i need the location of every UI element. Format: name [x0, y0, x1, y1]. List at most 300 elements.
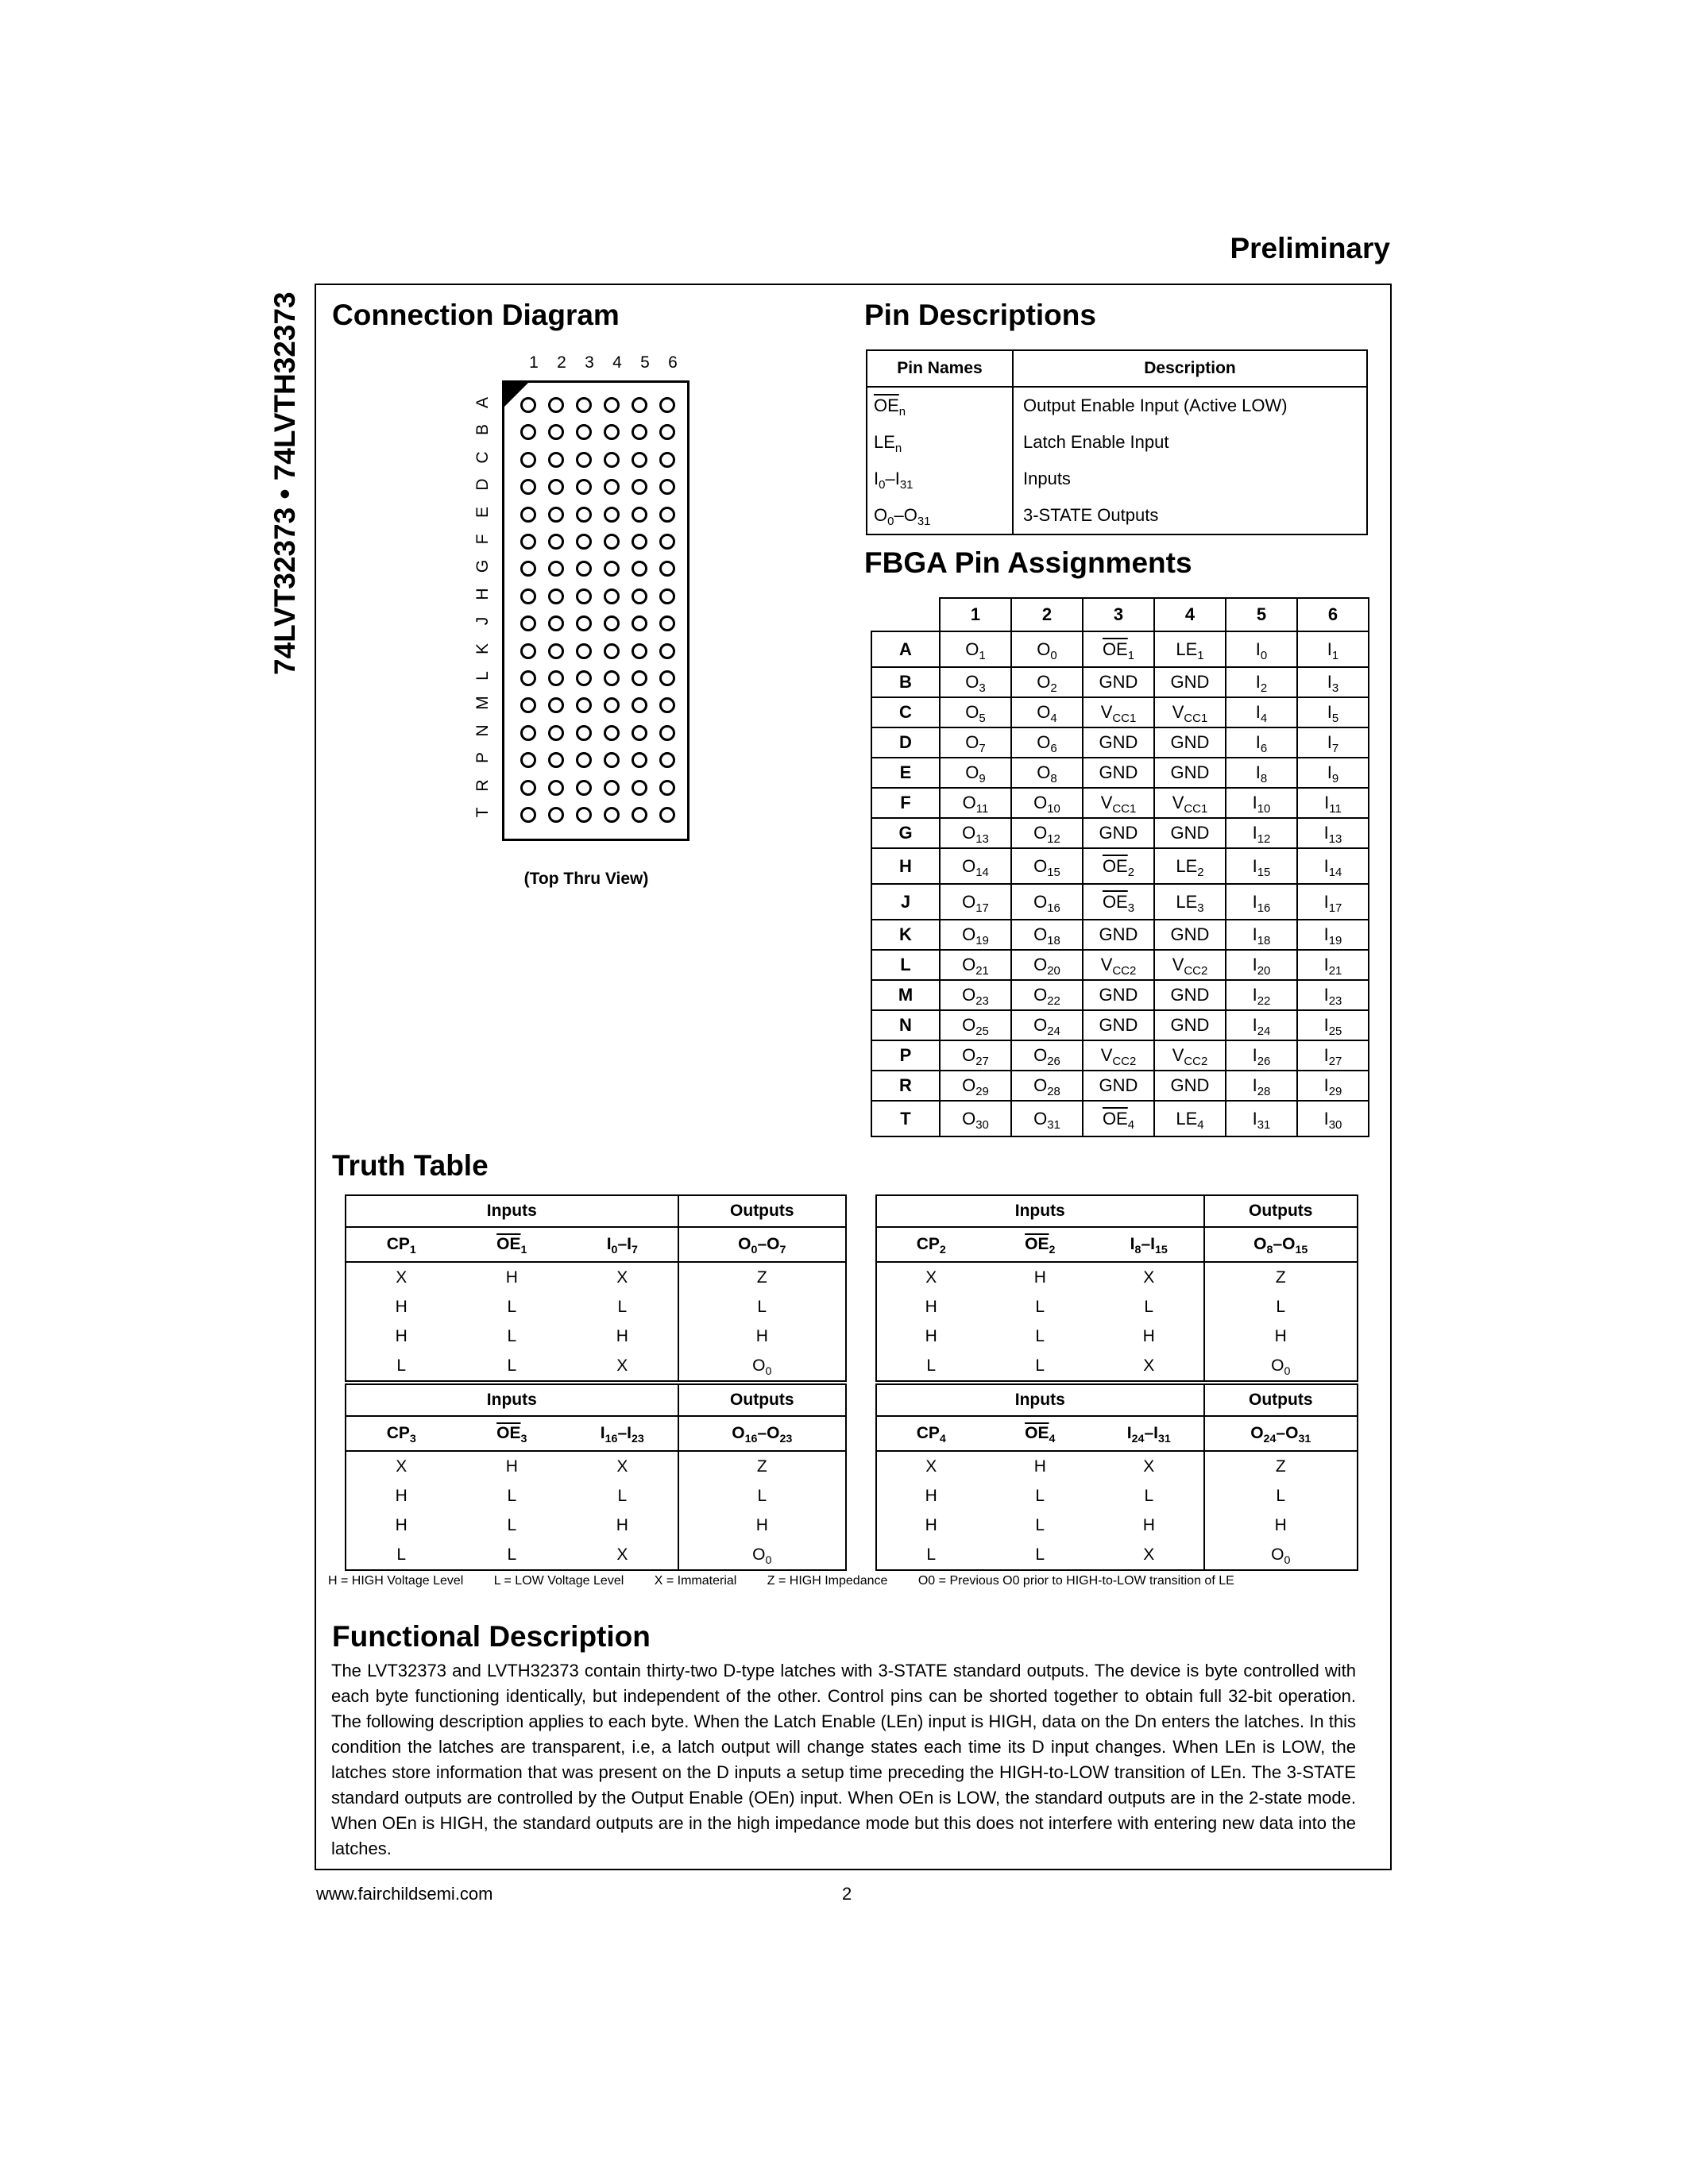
fbga-cell — [940, 980, 1011, 1010]
symbol-text: O — [962, 823, 976, 843]
fbga-cell — [1011, 697, 1083, 727]
solder-ball — [576, 397, 592, 413]
symbol-text: O — [1033, 924, 1048, 944]
row-letter: L — [473, 671, 492, 681]
symbol-text: GND — [1099, 732, 1138, 752]
truth-table-group-header — [346, 1384, 846, 1416]
truth-cell: X — [925, 1268, 937, 1287]
fbga-cell — [1297, 884, 1369, 920]
fbga-cell — [940, 727, 1011, 758]
symbol-text: O — [1037, 762, 1051, 782]
truth-table-row — [876, 1322, 1358, 1351]
solder-ball — [604, 479, 620, 495]
row-letter: E — [473, 506, 492, 518]
fbga-row — [871, 848, 1369, 884]
outputs-header: Outputs — [678, 1384, 846, 1416]
solder-ball — [659, 534, 675, 550]
symbol-text: $\overline{OE}$ — [1102, 855, 1128, 876]
symbol-text: O — [962, 793, 976, 812]
data-input-header — [1095, 1416, 1204, 1451]
fbga-cell — [940, 1010, 1011, 1040]
fbga-row — [871, 980, 1369, 1010]
symbol-text: LE — [1176, 1108, 1198, 1129]
symbol-text: I — [600, 1424, 605, 1442]
truth-cell: X — [1143, 1268, 1155, 1287]
truth-cell: H — [925, 1486, 937, 1505]
oe-header — [457, 1416, 568, 1451]
truth-output-cell — [1204, 1292, 1358, 1322]
row-letter: R — [473, 779, 492, 792]
symbol-text: I — [1252, 955, 1257, 974]
fbga-cell — [1083, 848, 1154, 884]
solder-ball — [632, 807, 647, 823]
symbol-text: –I — [885, 469, 900, 488]
symbol-subscript: 18 — [1257, 934, 1271, 948]
symbol-text: $\overline{OE}$ — [1025, 1235, 1049, 1253]
truth-output-cell — [678, 1292, 846, 1322]
fbga-row-label: T — [871, 1101, 940, 1136]
symbol-subscript: 0 — [1284, 1364, 1291, 1378]
solder-ball — [604, 725, 620, 741]
fbga-cell — [1226, 950, 1297, 980]
symbol-text: O — [1033, 985, 1048, 1005]
fbga-cell — [1154, 950, 1226, 980]
fbga-column-header: 4 — [1154, 598, 1226, 631]
symbol-text: GND — [1099, 762, 1138, 782]
solder-ball — [632, 752, 647, 768]
fbga-row-label: N — [871, 1010, 940, 1040]
page-number: 2 — [842, 1884, 852, 1904]
truth-table-group-header — [346, 1195, 846, 1227]
symbol-text: –O — [1276, 1424, 1299, 1442]
solder-ball — [576, 670, 592, 686]
symbol-text: –O — [894, 505, 917, 525]
fbga-cell — [1083, 980, 1154, 1010]
pin-description-row — [867, 387, 1367, 424]
symbol-text: I — [1323, 823, 1329, 843]
fbga-column-header: 2 — [1011, 598, 1083, 631]
solder-ball — [520, 670, 536, 686]
symbol-subscript: 4 — [1127, 1117, 1135, 1132]
symbol-subscript: 20 — [1257, 964, 1271, 978]
truth-cell: X — [396, 1457, 408, 1476]
symbol-subscript: 16 — [744, 1432, 758, 1445]
fbga-cell — [1297, 758, 1369, 788]
truth-cell: H — [395, 1326, 408, 1345]
symbol-text: I — [1252, 855, 1257, 876]
connection-diagram-title: Connection Diagram — [332, 299, 620, 331]
solder-ball — [659, 397, 675, 413]
fbga-cell — [1011, 1071, 1083, 1101]
symbol-subscript: 27 — [975, 1055, 989, 1069]
symbol-text: GND — [1170, 672, 1210, 692]
fbga-cell — [1226, 980, 1297, 1010]
solder-ball — [576, 507, 592, 523]
fbga-cell — [1297, 848, 1369, 884]
truth-table-row — [346, 1481, 846, 1511]
truth-cell: H — [925, 1326, 937, 1345]
symbol-text: I — [1255, 702, 1261, 722]
symbol-text: V — [1172, 1045, 1184, 1065]
output-header — [1204, 1227, 1358, 1262]
symbol-text: I — [1323, 955, 1329, 974]
symbol-text: L — [1276, 1486, 1286, 1505]
fbga-cell — [1154, 667, 1226, 697]
inputs-header: Inputs — [876, 1195, 1204, 1227]
symbol-text: O — [1037, 702, 1051, 722]
pin-description-row — [867, 424, 1367, 461]
truth-cell: H — [925, 1297, 937, 1316]
symbol-text: I — [1252, 1075, 1257, 1095]
symbol-subscript: 7 — [631, 1243, 638, 1256]
symbol-text: H — [1274, 1515, 1287, 1534]
truth-table-column-header — [876, 1416, 1358, 1451]
fbga-cell — [1083, 631, 1154, 667]
truth-cell: L — [617, 1486, 628, 1505]
fbga-cell — [1154, 884, 1226, 920]
symbol-text: O — [965, 732, 979, 752]
solder-ball — [548, 807, 564, 823]
fbga-row-label: H — [871, 848, 940, 884]
solder-ball — [604, 807, 620, 823]
symbol-subscript: 3 — [979, 681, 986, 696]
pin-description: Inputs — [1013, 461, 1367, 497]
symbol-subscript: 12 — [1257, 832, 1271, 847]
symbol-text: O — [752, 1545, 766, 1564]
solder-ball — [576, 697, 592, 713]
legend-z: Z = HIGH Impedance — [767, 1574, 888, 1588]
symbol-subscript: 0 — [1260, 648, 1268, 662]
solder-ball — [659, 507, 675, 523]
symbol-subscript: 3 — [520, 1432, 527, 1445]
truth-cell: H — [925, 1515, 937, 1534]
symbol-subscript: 4 — [939, 1432, 946, 1445]
pin-name — [867, 461, 1013, 497]
symbol-subscript: 23 — [975, 994, 989, 1009]
column-number: 5 — [640, 353, 650, 372]
solder-ball — [632, 615, 647, 631]
solder-ball — [632, 479, 647, 495]
outputs-header: Outputs — [1204, 1195, 1358, 1227]
legend-h: H = HIGH Voltage Level — [328, 1574, 464, 1588]
truth-cell: X — [616, 1545, 628, 1564]
truth-table-row — [346, 1292, 846, 1322]
symbol-subscript: 2 — [1197, 865, 1204, 879]
fbga-cell — [1297, 667, 1369, 697]
truth-cell: L — [1035, 1486, 1045, 1505]
oe-header — [986, 1227, 1095, 1262]
symbol-subscript: 7 — [1331, 742, 1339, 756]
fbga-cell — [1083, 727, 1154, 758]
symbol-text: O — [1033, 1108, 1048, 1129]
truth-output-cell — [678, 1451, 846, 1481]
fbga-cell — [1011, 788, 1083, 818]
symbol-text: O — [752, 1356, 766, 1375]
symbol-subscript: 17 — [1328, 901, 1342, 915]
footer-url[interactable]: www.fairchildsemi.com — [316, 1884, 493, 1904]
pin-name — [867, 424, 1013, 461]
truth-cell: H — [395, 1486, 408, 1505]
fbga-cell — [1226, 667, 1297, 697]
fbga-cell — [1226, 1040, 1297, 1071]
symbol-subscript: 3 — [1197, 901, 1204, 915]
fbga-cell — [1297, 631, 1369, 667]
truth-output-cell — [678, 1351, 846, 1381]
fbga-cell — [1154, 631, 1226, 667]
solder-ball — [604, 780, 620, 796]
fbga-row — [871, 920, 1369, 950]
truth-output-cell — [678, 1540, 846, 1570]
symbol-subscript: 20 — [1047, 964, 1060, 978]
symbol-text: V — [1172, 702, 1184, 722]
symbol-subscript: 0 — [611, 1243, 618, 1256]
row-letter: T — [473, 807, 492, 818]
fbga-cell — [1011, 758, 1083, 788]
symbol-subscript: 24 — [1131, 1432, 1145, 1445]
solder-ball — [548, 615, 564, 631]
symbol-text: O — [965, 762, 979, 782]
fbga-cell — [1226, 1071, 1297, 1101]
solder-ball — [632, 697, 647, 713]
symbol-text: CP — [916, 1235, 940, 1253]
truth-cell: H — [395, 1515, 408, 1534]
symbol-text: $\overline{OE}$ — [1025, 1424, 1049, 1442]
pin-description: 3-STATE Outputs — [1013, 497, 1367, 534]
fbga-cell — [1011, 1010, 1083, 1040]
solder-ball — [632, 725, 647, 741]
symbol-subscript: 17 — [975, 901, 989, 915]
fbga-row-label: D — [871, 727, 940, 758]
connection-diagram — [445, 353, 731, 901]
symbol-text: O — [1271, 1356, 1284, 1375]
symbol-text: GND — [1099, 1015, 1138, 1035]
symbol-subscript: 7 — [779, 1243, 786, 1256]
symbol-text: LE — [1176, 639, 1198, 659]
symbol-subscript: CC1 — [1112, 712, 1137, 726]
legend-o0: O0 = Previous O0 prior to HIGH-to-LOW transition of LE — [917, 1574, 1234, 1588]
symbol-subscript: 21 — [1328, 964, 1342, 978]
symbol-subscript: CC2 — [1184, 964, 1208, 978]
truth-table-row — [876, 1511, 1358, 1540]
solder-ball — [632, 561, 647, 577]
symbol-subscript: 0 — [879, 478, 886, 492]
truth-table-column-header — [876, 1227, 1358, 1262]
fbga-cell — [1154, 1040, 1226, 1071]
solder-ball — [659, 561, 675, 577]
fbga-row — [871, 631, 1369, 667]
symbol-subscript: 23 — [1328, 994, 1342, 1009]
symbol-subscript: 1 — [409, 1243, 416, 1256]
column-number: 1 — [529, 353, 539, 372]
fbga-cell — [940, 848, 1011, 884]
fbga-cell — [1297, 1010, 1369, 1040]
solder-ball — [576, 643, 592, 659]
symbol-text: O — [1250, 1424, 1264, 1442]
symbol-subscript: 5 — [1331, 712, 1339, 726]
symbol-subscript: 4 — [1260, 712, 1268, 726]
row-letter: K — [473, 642, 492, 654]
fbga-title: FBGA Pin Assignments — [864, 546, 1192, 579]
fbga-row — [871, 1010, 1369, 1040]
fbga-cell — [940, 1040, 1011, 1071]
preliminary-label: Preliminary — [1230, 232, 1390, 264]
solder-ball — [632, 588, 647, 604]
symbol-text: LE — [874, 432, 895, 452]
truth-output-cell — [678, 1262, 846, 1292]
truth-cell: H — [616, 1515, 628, 1534]
symbol-text: I — [1327, 762, 1332, 782]
row-letter: J — [473, 616, 492, 626]
symbol-text: V — [1100, 793, 1113, 812]
solder-ball — [604, 424, 620, 440]
solder-ball — [659, 807, 675, 823]
symbol-subscript: 6 — [1050, 742, 1057, 756]
symbol-subscript: 23 — [632, 1432, 644, 1445]
solder-ball — [604, 561, 620, 577]
inputs-header: Inputs — [876, 1384, 1204, 1416]
symbol-subscript: 16 — [1257, 901, 1271, 915]
vertical-part-title: 74LVT32373 • 74LVTH32373 — [268, 291, 301, 675]
truth-cell: L — [396, 1545, 407, 1564]
symbol-subscript: 0 — [751, 1243, 758, 1256]
symbol-subscript: 31 — [1298, 1432, 1311, 1445]
solder-ball — [604, 752, 620, 768]
symbol-text: I — [1252, 924, 1257, 944]
output-header — [678, 1227, 846, 1262]
solder-ball — [520, 534, 536, 550]
solder-ball — [520, 697, 536, 713]
fbga-cell — [1297, 950, 1369, 980]
symbol-text: V — [1172, 955, 1184, 974]
fbga-cell — [1297, 727, 1369, 758]
fbga-row-label: F — [871, 788, 940, 818]
solder-ball — [604, 452, 620, 468]
symbol-subscript: 0 — [765, 1553, 772, 1567]
symbol-text: GND — [1170, 1015, 1210, 1035]
fbga-cell — [940, 758, 1011, 788]
truth-table-row — [346, 1540, 846, 1570]
truth-cell: L — [1035, 1515, 1045, 1534]
solder-ball — [520, 397, 536, 413]
symbol-text: H — [755, 1326, 768, 1345]
symbol-subscript: 22 — [1257, 994, 1271, 1009]
symbol-text: L — [757, 1486, 767, 1505]
truth-cell: L — [507, 1297, 517, 1316]
truth-cell: H — [1033, 1268, 1046, 1287]
symbol-text: O — [1033, 1045, 1048, 1065]
symbol-text: –I — [617, 1424, 632, 1442]
output-header — [678, 1416, 846, 1451]
symbol-subscript: 24 — [1047, 1024, 1060, 1039]
symbol-subscript: 9 — [1331, 772, 1339, 786]
symbol-text: O — [962, 985, 976, 1005]
pin-description: Output Enable Input (Active LOW) — [1013, 387, 1367, 424]
fbga-row-label: L — [871, 950, 940, 980]
symbol-subscript: 4 — [1197, 1117, 1204, 1132]
pin-name — [867, 387, 1013, 424]
symbol-text: O — [1033, 891, 1048, 912]
symbol-text: GND — [1170, 985, 1210, 1005]
fbga-cell — [1083, 920, 1154, 950]
symbol-text: O — [965, 639, 979, 659]
fbga-row — [871, 1071, 1369, 1101]
solder-ball — [576, 424, 592, 440]
solder-ball — [659, 588, 675, 604]
symbol-subscript: CC1 — [1112, 802, 1137, 816]
solder-ball — [632, 397, 647, 413]
fbga-cell — [1011, 667, 1083, 697]
column-number: 6 — [668, 353, 678, 372]
symbol-text: Z — [1275, 1268, 1286, 1287]
fbga-cell — [1011, 848, 1083, 884]
solder-ball — [520, 643, 536, 659]
solder-ball — [576, 725, 592, 741]
truth-table-row — [876, 1262, 1358, 1292]
fbga-row — [871, 667, 1369, 697]
truth-table-group-header — [876, 1195, 1358, 1227]
solder-ball — [576, 452, 592, 468]
symbol-text: Z — [756, 1457, 767, 1476]
symbol-text: $\overline{OE}$ — [1102, 1108, 1128, 1129]
symbol-subscript: 3 — [1331, 681, 1339, 696]
solder-ball — [659, 643, 675, 659]
symbol-subscript: 11 — [1329, 802, 1342, 816]
diagram-caption: (Top Thru View) — [523, 870, 649, 888]
fbga-column-header: 3 — [1083, 598, 1154, 631]
fbga-cell — [940, 667, 1011, 697]
solder-ball — [548, 507, 564, 523]
fbga-cell — [940, 788, 1011, 818]
truth-cell: L — [1144, 1297, 1154, 1316]
symbol-subscript: 8 — [1134, 1243, 1141, 1256]
symbol-subscript: 15 — [1154, 1243, 1168, 1256]
truth-cell: L — [507, 1486, 517, 1505]
symbol-subscript: 31 — [899, 478, 914, 492]
symbol-text: O — [1271, 1545, 1284, 1564]
symbol-subscript: 24 — [1263, 1432, 1277, 1445]
symbol-text: –O — [757, 1424, 780, 1442]
symbol-text: O — [732, 1424, 745, 1442]
symbol-text: –O — [1273, 1235, 1296, 1253]
solder-ball — [576, 479, 592, 495]
row-letter: H — [473, 588, 492, 600]
solder-ball — [576, 534, 592, 550]
solder-ball — [548, 534, 564, 550]
symbol-text: I — [1255, 732, 1261, 752]
symbol-subscript: 1 — [520, 1243, 527, 1256]
fbga-cell — [1154, 920, 1226, 950]
symbol-text: O — [965, 702, 979, 722]
solder-ball — [548, 588, 564, 604]
symbol-text: I — [1252, 823, 1257, 843]
symbol-text: O — [1037, 732, 1051, 752]
truth-cell: H — [505, 1268, 518, 1287]
pin-description-row — [867, 461, 1367, 497]
symbol-text: O — [1033, 855, 1048, 876]
symbol-text: O — [874, 505, 888, 525]
solder-ball — [548, 697, 564, 713]
solder-ball — [604, 534, 620, 550]
fbga-row — [871, 1040, 1369, 1071]
symbol-text: O — [738, 1235, 751, 1253]
solder-ball — [520, 452, 536, 468]
fbga-row — [871, 758, 1369, 788]
truth-cell: X — [396, 1268, 408, 1287]
solder-ball — [659, 670, 675, 686]
symbol-subscript: 24 — [1257, 1024, 1271, 1039]
fbga-cell — [1297, 920, 1369, 950]
symbol-text: I — [1323, 1045, 1329, 1065]
